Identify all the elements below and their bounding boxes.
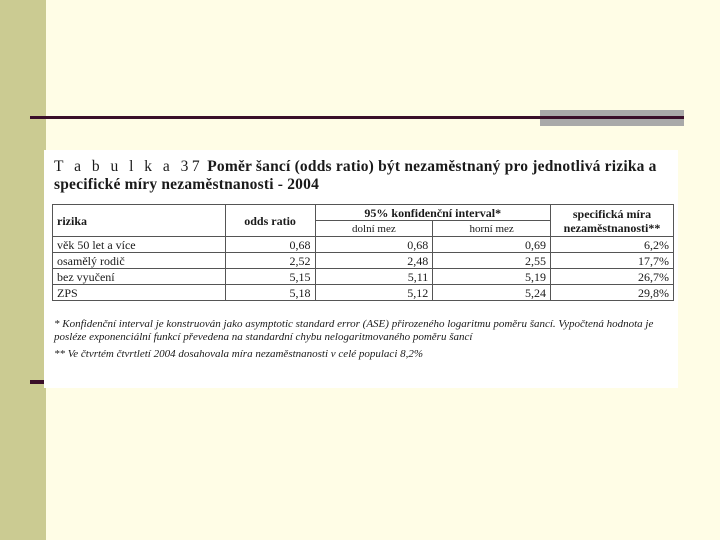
header-specific-rate: specifická míra nezaměstnanosti** bbox=[551, 205, 674, 237]
table-title bbox=[54, 158, 672, 194]
lower-bound-cell: 0,68 bbox=[315, 237, 433, 253]
row-label: osamělý rodič bbox=[53, 253, 226, 269]
row-label: bez vyučení bbox=[53, 269, 226, 285]
table-row bbox=[53, 269, 674, 285]
odds-ratio-cell: 2,52 bbox=[225, 253, 315, 269]
rule-accent-block bbox=[540, 110, 684, 126]
upper-bound-cell: 0,69 bbox=[433, 237, 551, 253]
odds-ratio-cell: 0,68 bbox=[225, 237, 315, 253]
rate-cell: 6,2% bbox=[551, 237, 674, 253]
header-rizika: rizika bbox=[53, 205, 226, 237]
rate-cell: 26,7% bbox=[551, 269, 674, 285]
rate-cell: 29,8% bbox=[551, 285, 674, 301]
header-odds-ratio: odds ratio bbox=[225, 205, 315, 237]
table-footnotes bbox=[54, 318, 672, 365]
upper-bound-cell: 5,19 bbox=[433, 269, 551, 285]
left-sidebar-band bbox=[0, 0, 46, 540]
odds-ratio-cell: 5,18 bbox=[225, 285, 315, 301]
header-confidence-interval: 95% konfidenční interval* bbox=[315, 205, 551, 221]
footnote-unemployment-rate: ** Ve čtvrtém čtvrtletí 2004 dosahovala míra nezaměstnanosti v celé populaci 8,2% bbox=[54, 348, 424, 360]
table-title-lead: T a b u l k a 37 bbox=[54, 158, 204, 175]
scanned-table-image bbox=[44, 150, 678, 388]
odds-ratio-cell: 5,15 bbox=[225, 269, 315, 285]
title-rule bbox=[30, 116, 540, 119]
odds-ratio-table bbox=[52, 204, 674, 301]
header-lower-bound: dolní mez bbox=[315, 221, 433, 237]
footnote-confidence-interval: * Konfidenční interval je konstruován jako asymptotic standard error (ASE) přirozeného logaritmu poměru šancí. Vypočtená hodnota je posléze exponenciální funkcí převedena na standardní chybu nelogaritmovaného poměru šancí bbox=[54, 318, 654, 343]
header-upper-bound: horní mez bbox=[433, 221, 551, 237]
row-label: ZPS bbox=[53, 285, 226, 301]
lower-bound-cell: 5,12 bbox=[315, 285, 433, 301]
table-row bbox=[53, 237, 674, 253]
lower-bound-cell: 5,11 bbox=[315, 269, 433, 285]
table-row bbox=[53, 285, 674, 301]
table-row bbox=[53, 253, 674, 269]
table-title-text: Poměr šancí (odds ratio) být nezaměstnaný pro jednotlivá rizika a specifické míry nezaměstnanosti - 2004 bbox=[54, 158, 657, 193]
rate-cell: 17,7% bbox=[551, 253, 674, 269]
lower-bound-cell: 2,48 bbox=[315, 253, 433, 269]
row-label: věk 50 let a více bbox=[53, 237, 226, 253]
upper-bound-cell: 5,24 bbox=[433, 285, 551, 301]
upper-bound-cell: 2,55 bbox=[433, 253, 551, 269]
